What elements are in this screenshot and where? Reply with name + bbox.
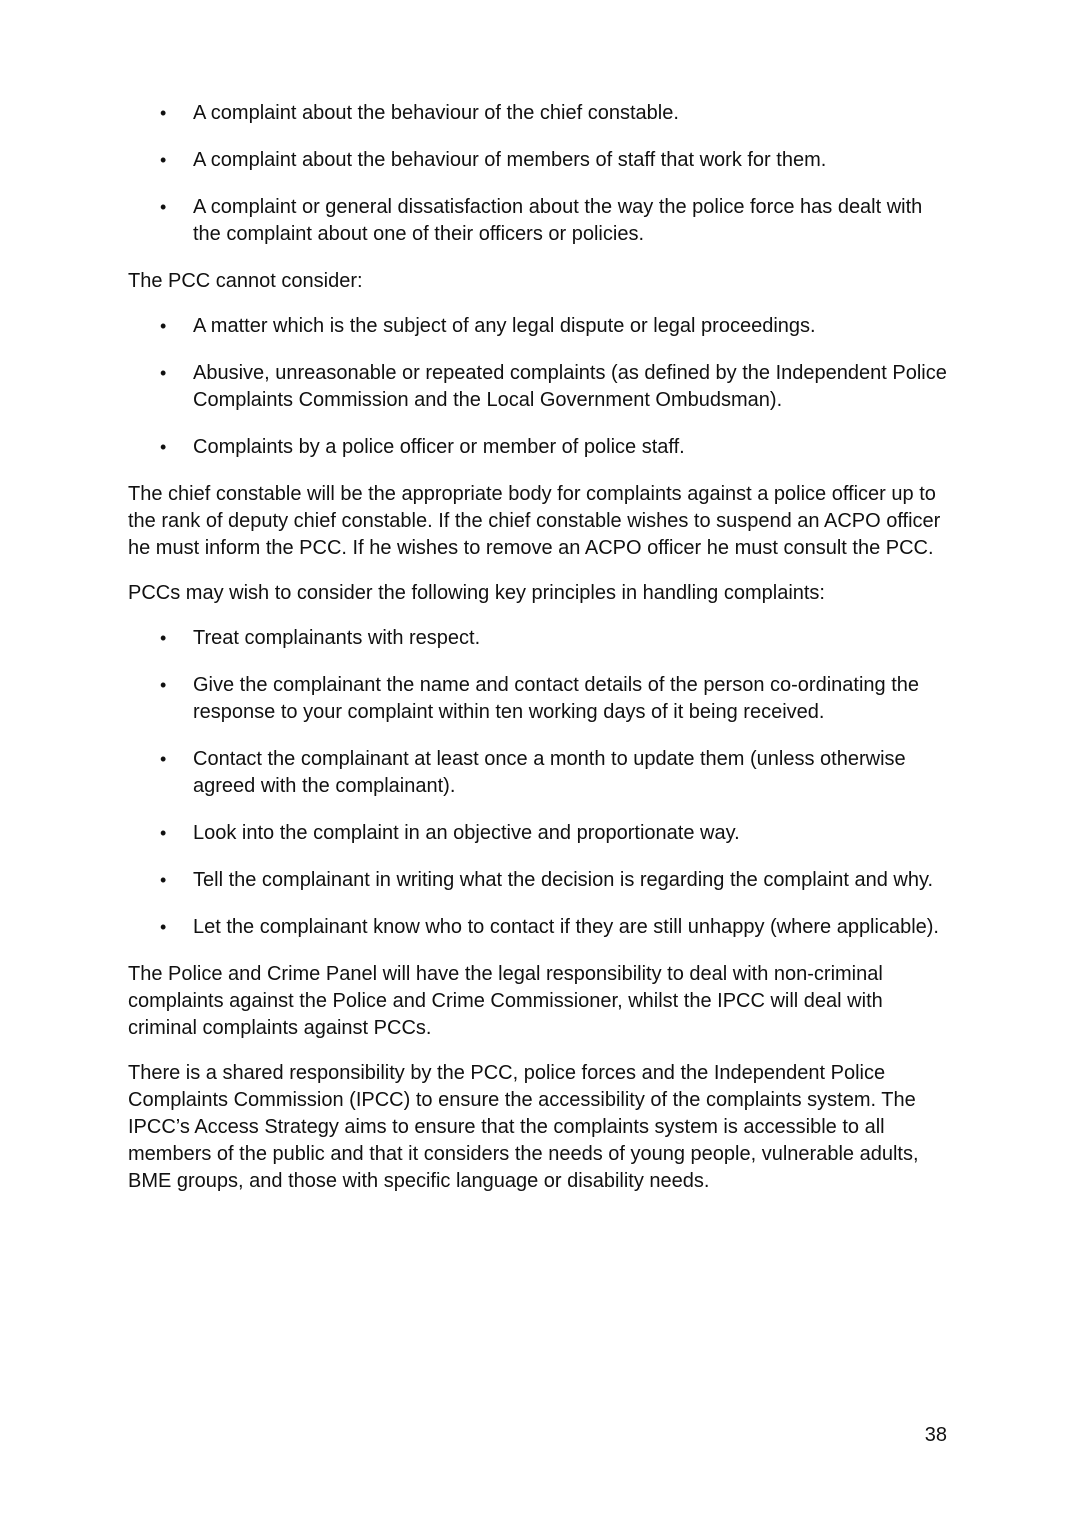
bullet-icon: • xyxy=(160,363,167,383)
page-number: 38 xyxy=(924,1424,947,1446)
list-item-text: Give the complainant the name and contact details of the person co-ordinating the response to your complaint within ten working days of it being received. xyxy=(193,674,920,723)
list-item-text: Look into the complaint in an objective and proportionate way. xyxy=(193,822,740,844)
list-item-text: A complaint about the behaviour of members of staff that work for them. xyxy=(193,149,827,171)
document-page xyxy=(128,100,950,1213)
list-item xyxy=(128,625,950,652)
list-item-text: A complaint about the behaviour of the chief constable. xyxy=(193,102,679,124)
bullet-icon: • xyxy=(160,103,167,123)
list-item xyxy=(128,147,950,174)
list-item-text: Let the complainant know who to contact if they are still unhappy (where applicable). xyxy=(193,916,939,938)
bullet-icon: • xyxy=(160,749,167,769)
bullet-icon: • xyxy=(160,316,167,336)
bullet-icon: • xyxy=(160,628,167,648)
shared-responsibility-paragraph: There is a shared responsibility by the PCC, police forces and the Independent Police Complaints Commission (IPCC) to ensure the accessibility of the complaints system. The IPCC’s Access Strategy aims to ensure that the complaints system is accessible to all members of the public and that it considers the needs of young people, vulnerable adults, BME groups, and those with specific language or disability needs. xyxy=(128,1062,919,1192)
list-item xyxy=(128,867,950,894)
list-item-text: A matter which is the subject of any legal dispute or legal proceedings. xyxy=(193,315,816,337)
list-item xyxy=(128,313,950,340)
list-item-text: Contact the complainant at least once a month to update them (unless otherwise agreed with the complainant). xyxy=(193,748,906,797)
bullet-icon: • xyxy=(160,437,167,457)
list-item xyxy=(128,914,950,941)
bullet-icon: • xyxy=(160,870,167,890)
list-item-text: Treat complainants with respect. xyxy=(193,627,481,649)
list-item xyxy=(128,672,950,726)
list-item-text: Complaints by a police officer or member of police staff. xyxy=(193,436,685,458)
list-item-text: Tell the complainant in writing what the decision is regarding the complaint and why. xyxy=(193,869,934,891)
cannot-consider-paragraph: The PCC cannot consider: xyxy=(128,270,363,292)
list-item xyxy=(128,820,950,847)
principles-list xyxy=(128,625,950,941)
key-principles-paragraph: PCCs may wish to consider the following key principles in handling complaints: xyxy=(128,582,825,604)
bullet-icon: • xyxy=(160,917,167,937)
chief-constable-paragraph: The chief constable will be the appropriate body for complaints against a police officer up to the rank of deputy chief constable. If the chief constable wishes to suspend an ACPO officer he must inform the PCC. If he wishes to remove an ACPO officer he must consult the PCC. xyxy=(128,483,941,559)
list-item xyxy=(128,434,950,461)
bullet-icon: • xyxy=(160,150,167,170)
list-item xyxy=(128,746,950,800)
list-item-text: Abusive, unreasonable or repeated complaints (as defined by the Independent Police Complaints Commission and the Local Government Ombudsman). xyxy=(193,362,947,411)
list-item xyxy=(128,100,950,127)
list-item xyxy=(128,194,950,248)
bullet-icon: • xyxy=(160,197,167,217)
complaint-types-list xyxy=(128,100,950,248)
list-item xyxy=(128,360,950,414)
police-crime-panel-paragraph: The Police and Crime Panel will have the legal responsibility to deal with non-criminal complaints against the Police and Crime Commissioner, whilst the IPCC will deal with criminal complaints against PCCs. xyxy=(128,963,883,1039)
list-item-text: A complaint or general dissatisfaction about the way the police force has dealt with the complaint about one of their officers or policies. xyxy=(193,196,923,245)
bullet-icon: • xyxy=(160,823,167,843)
excluded-matters-list xyxy=(128,313,950,461)
bullet-icon: • xyxy=(160,675,167,695)
